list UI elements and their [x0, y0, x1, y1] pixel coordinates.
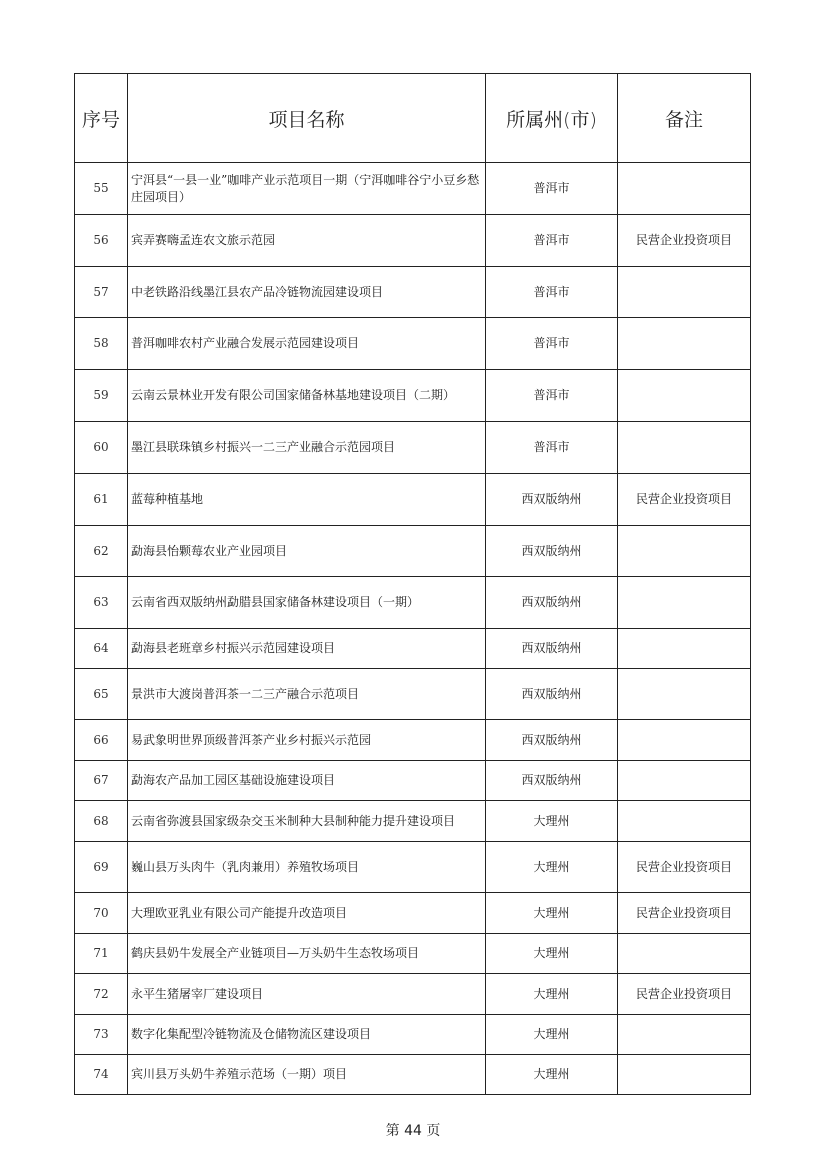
cell-serial-number: 63 — [75, 577, 128, 629]
table-row — [75, 318, 751, 370]
cell-note: 民营企业投资项目 — [618, 474, 751, 526]
cell-region: 普洱市 — [486, 267, 618, 318]
cell-region: 普洱市 — [486, 422, 618, 474]
table-row — [75, 669, 751, 720]
cell-region: 西双版纳州 — [486, 761, 618, 801]
cell-project-name: 宾川县万头奶牛养殖示范场（一期）项目 — [128, 1055, 486, 1095]
cell-project-name: 宁洱县“一县一业”咖啡产业示范项目一期（宁洱咖啡谷宁小豆乡愁庄园项目） — [128, 163, 486, 215]
cell-region: 普洱市 — [486, 163, 618, 215]
cell-region: 大理州 — [486, 893, 618, 934]
cell-note — [618, 1055, 751, 1095]
cell-region: 大理州 — [486, 1055, 618, 1095]
cell-serial-number: 62 — [75, 526, 128, 577]
cell-region: 西双版纳州 — [486, 720, 618, 761]
cell-region: 普洱市 — [486, 215, 618, 267]
cell-project-name: 永平生猪屠宰厂建设项目 — [128, 974, 486, 1015]
table-row — [75, 526, 751, 577]
cell-region: 西双版纳州 — [486, 474, 618, 526]
cell-note: 民营企业投资项目 — [618, 842, 751, 893]
cell-note — [618, 577, 751, 629]
table-row — [75, 720, 751, 761]
cell-note — [618, 318, 751, 370]
cell-serial-number: 70 — [75, 893, 128, 934]
table-body — [75, 163, 751, 1095]
table-row — [75, 163, 751, 215]
cell-serial-number: 60 — [75, 422, 128, 474]
page-number: 第 44 页 — [385, 1123, 441, 1139]
cell-serial-number: 64 — [75, 629, 128, 669]
cell-serial-number: 55 — [75, 163, 128, 215]
table-row — [75, 893, 751, 934]
table-row — [75, 1055, 751, 1095]
cell-serial-number: 71 — [75, 934, 128, 974]
table-row — [75, 629, 751, 669]
cell-note — [618, 720, 751, 761]
table-row — [75, 934, 751, 974]
cell-project-name: 鹤庆县奶牛发展全产业链项目—万头奶牛生态牧场项目 — [128, 934, 486, 974]
table-row — [75, 422, 751, 474]
cell-project-name: 易武象明世界顶级普洱茶产业乡村振兴示范园 — [128, 720, 486, 761]
cell-serial-number: 74 — [75, 1055, 128, 1095]
project-table — [74, 73, 751, 1095]
cell-note: 民营企业投资项目 — [618, 974, 751, 1015]
cell-region: 西双版纳州 — [486, 629, 618, 669]
table-row — [75, 267, 751, 318]
table-row — [75, 801, 751, 842]
header-project-name: 项目名称 — [128, 74, 486, 163]
cell-project-name: 云南省西双版纳州勐腊县国家储备林建设项目（一期） — [128, 577, 486, 629]
cell-note — [618, 370, 751, 422]
cell-region: 大理州 — [486, 801, 618, 842]
cell-region: 普洱市 — [486, 370, 618, 422]
cell-note — [618, 934, 751, 974]
cell-project-name: 大理欧亚乳业有限公司产能提升改造项目 — [128, 893, 486, 934]
cell-project-name: 宾弄赛嗨孟连农文旅示范园 — [128, 215, 486, 267]
cell-project-name: 普洱咖啡农村产业融合发展示范园建设项目 — [128, 318, 486, 370]
cell-note — [618, 267, 751, 318]
cell-region: 西双版纳州 — [486, 669, 618, 720]
cell-project-name: 墨江县联珠镇乡村振兴一二三产业融合示范园项目 — [128, 422, 486, 474]
cell-project-name: 蓝莓种植基地 — [128, 474, 486, 526]
table-row — [75, 370, 751, 422]
cell-serial-number: 57 — [75, 267, 128, 318]
table-row — [75, 842, 751, 893]
table-row — [75, 474, 751, 526]
table-row — [75, 1015, 751, 1055]
cell-note — [618, 761, 751, 801]
header-note: 备注 — [618, 74, 751, 163]
table-header-row — [75, 74, 751, 163]
cell-note — [618, 526, 751, 577]
cell-note: 民营企业投资项目 — [618, 893, 751, 934]
table-row — [75, 761, 751, 801]
cell-project-name: 数字化集配型冷链物流及仓储物流区建设项目 — [128, 1015, 486, 1055]
header-region: 所属州(市) — [486, 74, 618, 163]
cell-serial-number: 58 — [75, 318, 128, 370]
cell-note — [618, 801, 751, 842]
cell-note — [618, 422, 751, 474]
cell-project-name: 勐海县老班章乡村振兴示范园建设项目 — [128, 629, 486, 669]
cell-project-name: 云南省弥渡县国家级杂交玉米制种大县制种能力提升建设项目 — [128, 801, 486, 842]
table-row — [75, 215, 751, 267]
cell-project-name: 云南云景林业开发有限公司国家储备林基地建设项目（二期） — [128, 370, 486, 422]
cell-region: 西双版纳州 — [486, 526, 618, 577]
cell-serial-number: 65 — [75, 669, 128, 720]
cell-note: 民营企业投资项目 — [618, 215, 751, 267]
cell-note — [618, 1015, 751, 1055]
cell-serial-number: 66 — [75, 720, 128, 761]
cell-project-name: 勐海农产品加工园区基础设施建设项目 — [128, 761, 486, 801]
cell-region: 大理州 — [486, 842, 618, 893]
table-row — [75, 974, 751, 1015]
cell-note — [618, 163, 751, 215]
header-serial-number: 序号 — [75, 74, 128, 163]
cell-project-name: 勐海县怡颗莓农业产业园项目 — [128, 526, 486, 577]
cell-region: 大理州 — [486, 974, 618, 1015]
table-row — [75, 577, 751, 629]
cell-serial-number: 61 — [75, 474, 128, 526]
cell-serial-number: 69 — [75, 842, 128, 893]
cell-region: 大理州 — [486, 1015, 618, 1055]
cell-region: 普洱市 — [486, 318, 618, 370]
cell-region: 西双版纳州 — [486, 577, 618, 629]
cell-note — [618, 669, 751, 720]
cell-serial-number: 67 — [75, 761, 128, 801]
cell-region: 大理州 — [486, 934, 618, 974]
cell-serial-number: 72 — [75, 974, 128, 1015]
cell-project-name: 景洪市大渡岗普洱茶一二三产融合示范项目 — [128, 669, 486, 720]
cell-project-name: 中老铁路沿线墨江县农产品冷链物流园建设项目 — [128, 267, 486, 318]
cell-serial-number: 59 — [75, 370, 128, 422]
cell-serial-number: 56 — [75, 215, 128, 267]
cell-note — [618, 629, 751, 669]
cell-serial-number: 73 — [75, 1015, 128, 1055]
cell-project-name: 巍山县万头肉牛（乳肉兼用）养殖牧场项目 — [128, 842, 486, 893]
cell-serial-number: 68 — [75, 801, 128, 842]
